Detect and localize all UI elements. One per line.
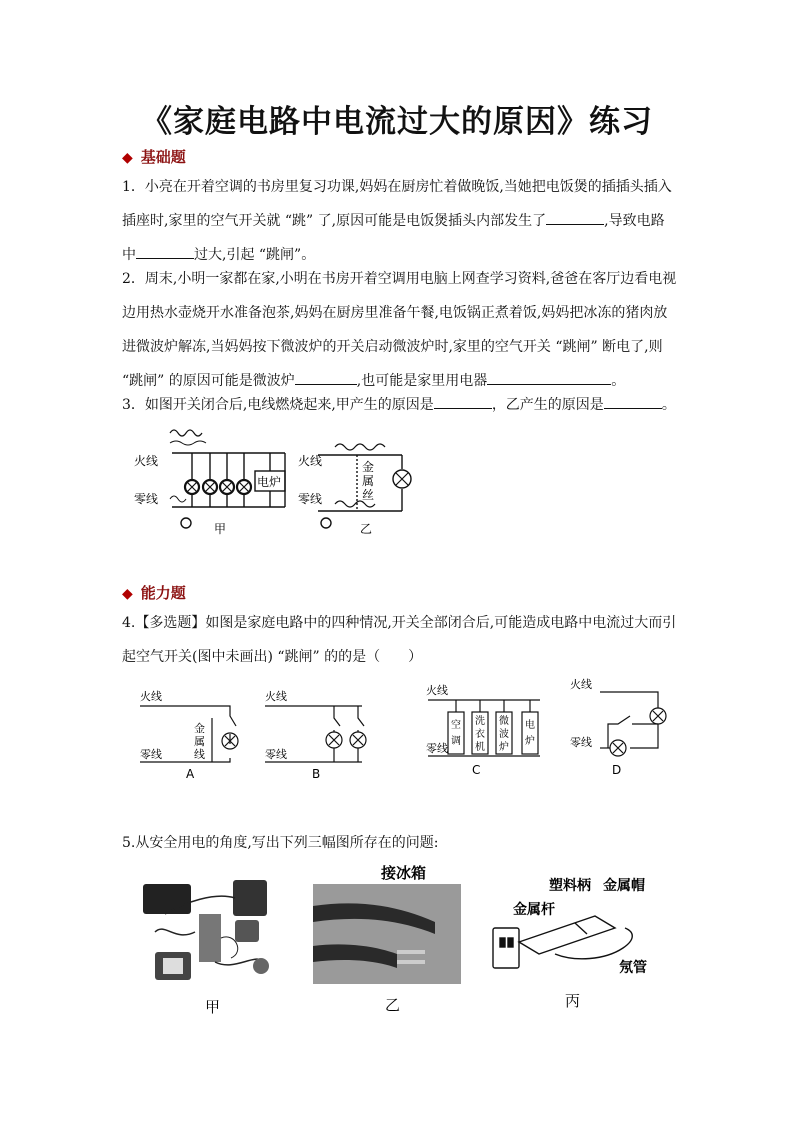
live-label-b: 火线 <box>265 690 287 703</box>
q1-text: 中 <box>122 247 136 263</box>
figure-q3 <box>130 425 430 540</box>
label-b: B <box>312 767 321 781</box>
section-ability <box>122 582 186 603</box>
section-ability-label: 能力题 <box>140 584 186 602</box>
caption-bing: 丙 <box>565 992 581 1010</box>
neutral-label-jia: 零线 <box>134 492 159 506</box>
label-c: C <box>472 763 481 777</box>
stove-label: 电炉 <box>257 475 282 489</box>
metal-wire-char-2: 属 <box>362 474 375 488</box>
q1-blank-2[interactable] <box>136 244 194 259</box>
q2-text: ,也可能是家里用电器 <box>356 373 488 389</box>
stove-char-1: 电 <box>525 720 535 731</box>
neutral-label-c: 零线 <box>426 742 448 755</box>
stove-char-2: 炉 <box>525 736 535 747</box>
ac-char-1: 空 <box>451 720 461 731</box>
q1-blank-1[interactable] <box>546 210 604 225</box>
q2-blank-1[interactable] <box>295 370 357 385</box>
label-a: A <box>186 767 195 781</box>
neutral-label-d: 零线 <box>570 736 592 749</box>
q2-line1: 2．周末,小明一家都在家,小明在书房开着空调用电脑上网查学习资料,爸爸在客厅边看电视 <box>122 271 677 287</box>
flame-icon <box>170 430 202 436</box>
q5-line1: 5.从安全用电的角度,写出下列三幅图所存在的问题: <box>122 835 439 851</box>
microwave-char-1: 微 <box>499 716 509 727</box>
metal-wire-char-1: 金 <box>194 722 205 735</box>
section-basic-label: 基础题 <box>140 148 186 166</box>
q3-text: 。 <box>661 397 676 413</box>
metal-wire-char-1: 金 <box>362 460 375 474</box>
q1-line1: 1．小亮在开着空调的书房里复习功课,妈妈在厨房忙着做晚饭,当她把电饭煲的插插头插入 <box>122 179 672 195</box>
q4-line2: 起空气开关(图中未画出) “跳闸” 的的是（ ） <box>122 649 423 665</box>
plastic-handle-label: 塑料柄 <box>549 878 591 894</box>
neutral-label-yi: 零线 <box>298 492 323 506</box>
washer-char-1: 洗 <box>475 716 485 727</box>
q1-text: 过大,引起 “跳闸”。 <box>194 247 316 263</box>
q2-text: 。 <box>611 373 626 389</box>
live-label-c: 火线 <box>426 684 448 697</box>
neutral-label-a: 零线 <box>140 748 162 761</box>
section-basic <box>122 146 186 167</box>
neutral-label-b: 零线 <box>265 748 287 761</box>
washer-char-2: 衣 <box>475 729 485 740</box>
q4-line1: 4.【多选题】如图是家庭电路中的四种情况,开关全部闭合后,可能造成电路中电流过大而引 <box>122 615 677 631</box>
caption-jia: 甲 <box>205 998 221 1016</box>
q3-text: ，乙产生的原因是 <box>491 397 604 413</box>
caption-yi: 乙 <box>385 996 401 1014</box>
page-title: 《家庭电路中电流过大的原因》练习 <box>141 104 653 140</box>
caption-jia: 甲 <box>214 522 227 536</box>
fridge-plug-photo <box>313 884 461 984</box>
spark-icon <box>181 518 191 528</box>
washer-char-3: 机 <box>475 742 485 753</box>
live-label-d: 火线 <box>570 678 592 691</box>
question-1 <box>122 170 682 272</box>
metal-cap-label: 金属帽 <box>603 878 645 894</box>
metal-wire-char-3: 丝 <box>362 488 375 502</box>
question-3 <box>122 388 682 422</box>
microwave-char-2: 波 <box>499 729 509 740</box>
q1-text: 插座时,家里的空气开关就 “跳” 了,原因可能是电饭煲插头内部发生了 <box>122 213 547 229</box>
q3-text: 3．如图开关闭合后,电线燃烧起来,甲产生的原因是 <box>122 397 434 413</box>
label-d: D <box>612 763 622 777</box>
q2-blank-2[interactable] <box>487 370 611 385</box>
q3-line1 <box>122 388 682 422</box>
flame-icon <box>335 444 385 450</box>
q2-line3: 进微波炉解冻,当妈妈按下微波炉的开关启动微波炉时,家里的空气开关 “跳闸” 断电了,则 <box>122 339 663 355</box>
appliance-box <box>522 712 538 754</box>
q1-text: ,导致电路 <box>604 213 665 229</box>
ac-char-2: 调 <box>451 736 461 747</box>
q2-line2: 边用热水壶烧开水准备泡茶,妈妈在厨房里准备午餐,电饭锅正煮着饭,妈妈把冰冻的猪肉放 <box>122 305 668 321</box>
live-label-a: 火线 <box>140 690 162 703</box>
figure-q5 <box>135 862 670 1017</box>
neon-label: 氖管 <box>619 960 647 976</box>
q1-line2 <box>122 204 682 238</box>
caption-yi: 乙 <box>360 522 373 536</box>
appliance-box <box>448 712 464 754</box>
test-pen-illustration <box>493 916 632 968</box>
question-2 <box>122 262 682 398</box>
q3-blank-2[interactable] <box>604 394 662 409</box>
metal-rod-label: 金属杆 <box>513 902 555 918</box>
q3-blank-1[interactable] <box>434 394 492 409</box>
metal-wire-char-3: 线 <box>194 748 205 761</box>
fridge-label: 接冰箱 <box>381 864 427 882</box>
q2-text: “跳闸” 的原因可能是微波炉 <box>122 373 295 389</box>
diamond-icon: ◆ <box>122 586 133 602</box>
diamond-icon: ◆ <box>122 150 133 166</box>
overloaded-socket-illustration <box>143 880 269 980</box>
figure-q4 <box>130 672 675 784</box>
spark-icon <box>321 518 331 528</box>
microwave-char-3: 炉 <box>499 742 509 753</box>
live-label-jia: 火线 <box>134 454 159 468</box>
live-label-yi: 火线 <box>298 454 323 468</box>
question-5 <box>122 826 682 860</box>
question-4 <box>122 606 682 674</box>
metal-wire-char-2: 属 <box>194 735 205 748</box>
